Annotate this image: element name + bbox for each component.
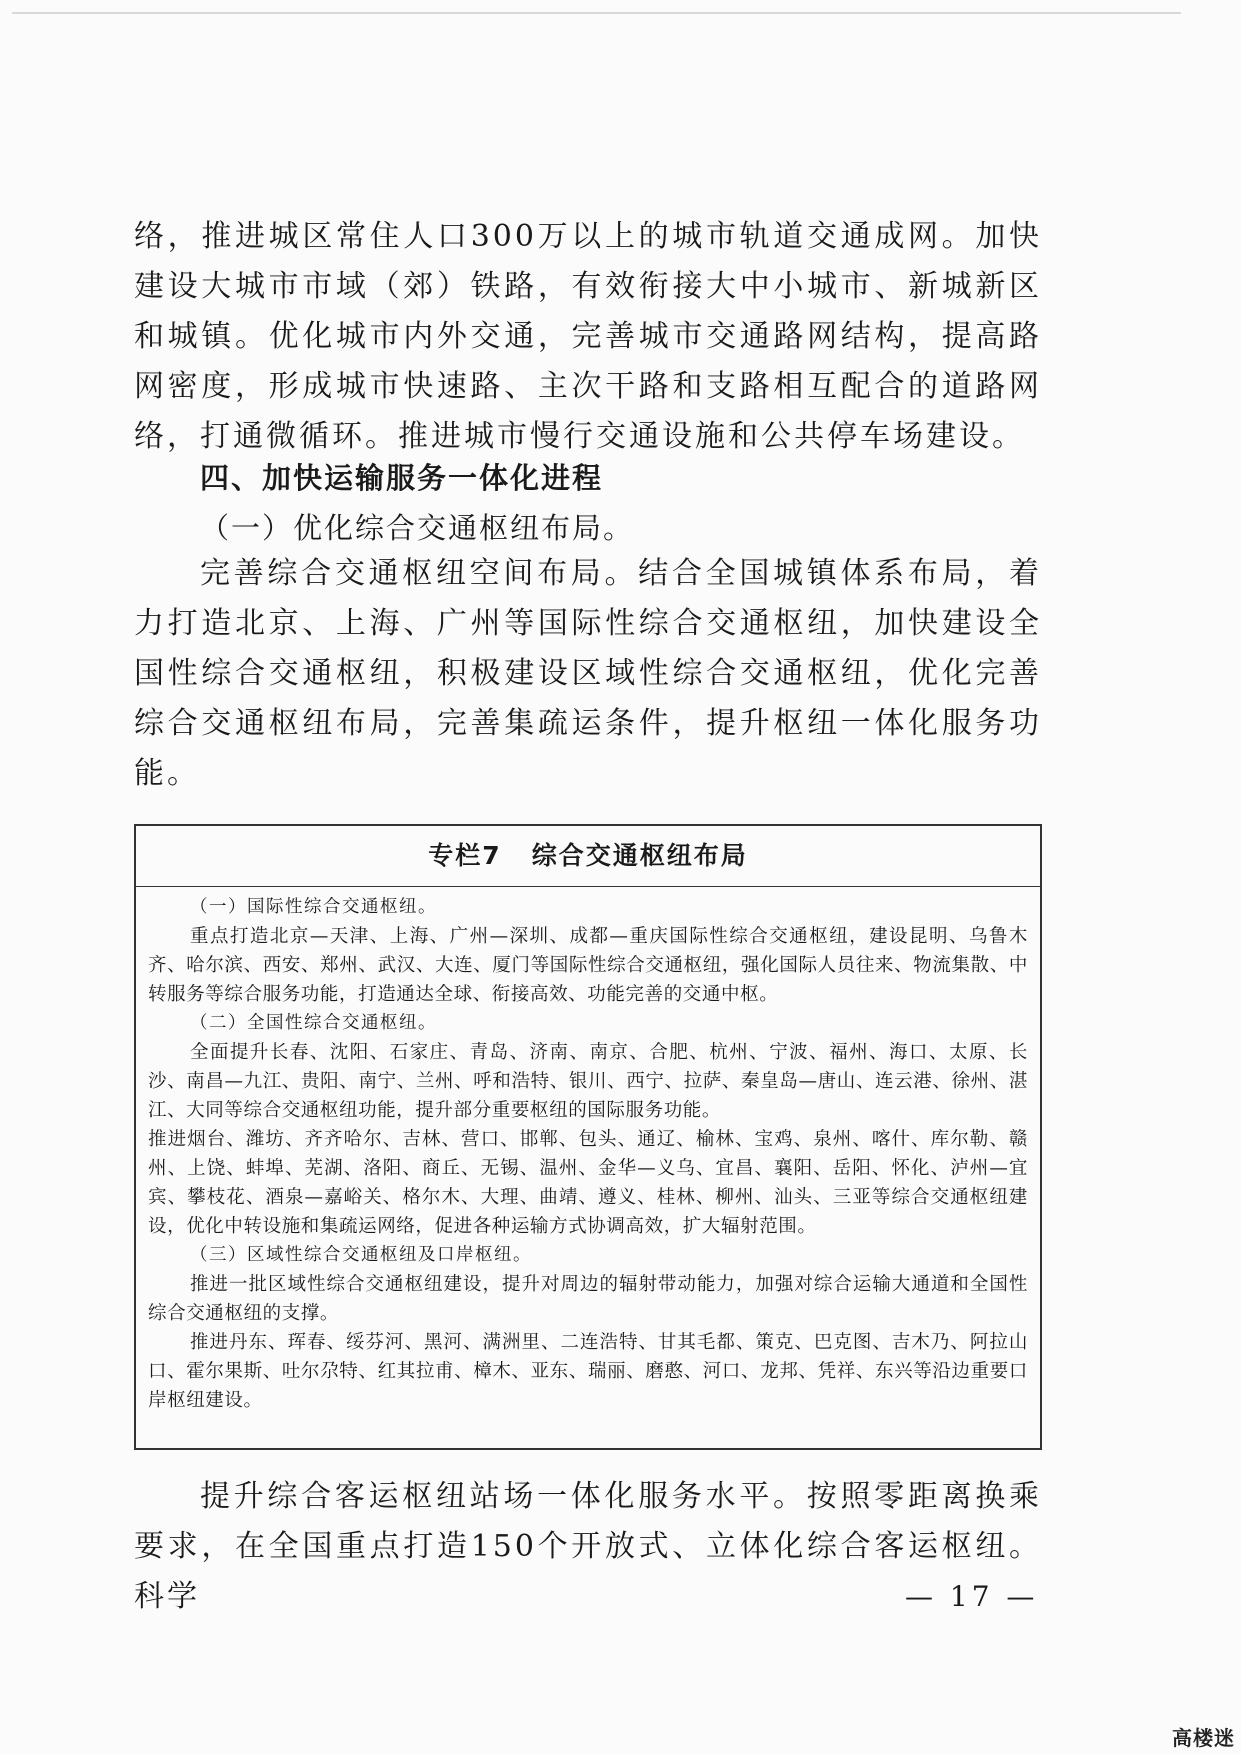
subsection-heading: （一）优化综合交通枢纽布局。 (200, 511, 635, 545)
box-text-regional-2: 推进丹东、珲春、绥芬河、黑河、满洲里、二连浩特、甘其毛都、策克、巴克图、吉木乃、阿拉山口、霍尔果斯、吐尔尕特、红其拉甫、樟木、亚东、瑞丽、磨憨、河口、龙邦、凭祥、东兴等沿边重要口岸枢纽建设。 (148, 1332, 1028, 1411)
box-title-prefix: 专栏7 (428, 841, 502, 870)
box-subheading-regional: （三）区域性综合交通枢纽及口岸枢纽。 (190, 1245, 532, 1265)
box-subheading-national: （二）全国性综合交通枢纽。 (190, 1013, 437, 1033)
body-paragraph-layout: 完善综合交通枢纽空间布局。结合全国城镇体系布局，着力打造北京、上海、广州等国际性综合交通枢纽，加快建设全国性综合交通枢纽，积极建设区域性综合交通枢纽，优化完善综合交通枢纽布局，完善集疏运条件，提升枢纽一体化服务功能。 (134, 556, 1042, 791)
scan-edge-line (12, 12, 1181, 14)
box-text-national-1: 全面提升长春、沈阳、石家庄、青岛、济南、南京、合肥、杭州、宁波、福州、海口、太原、长沙、南昌—九江、贵阳、南宁、兰州、呼和浩特、银川、西宁、拉萨、秦皇岛—唐山、连云港、徐州、湛江、大同等综合交通枢纽功能，提升部分重要枢纽的国际服务功能。 (148, 1042, 1028, 1121)
box-body (136, 887, 1040, 1415)
box-subheading-international: （一）国际性综合交通枢纽。 (190, 897, 437, 917)
page-number: — 17 — (905, 1580, 1039, 1613)
box-text-international: 重点打造北京—天津、上海、广州—深圳、成都—重庆国际性综合交通枢纽，建设昆明、乌鲁木齐、哈尔滨、西安、郑州、武汉、大连、厦门等国际性综合交通枢纽，强化国际人员往来、物流集散、中转服务等综合服务功能，打造通达全球、衔接高效、功能完善的交通中枢。 (148, 926, 1028, 1005)
box-text-national-2: 推进烟台、潍坊、齐齐哈尔、吉林、营口、邯郸、包头、通辽、榆林、宝鸡、泉州、喀什、库尔勒、赣州、上饶、蚌埠、芜湖、洛阳、商丘、无锡、温州、金华—义乌、宜昌、襄阳、岳阳、怀化、泸州—宜宾、攀枝花、酒泉—嘉峪关、格尔木、大理、曲靖、遵义、桂林、柳州、汕头、三亚等综合交通枢纽建设，优化中转设施和集疏运网络，促进各种运输方式协调高效，扩大辐射范围。 (148, 1129, 1028, 1237)
box-title-text: 综合交通枢纽布局 (531, 841, 748, 870)
body-paragraph-top: 络，推进城区常住人口300万以上的城市轨道交通成网。加快建设大城市市域（郊）铁路，有效衔接大中小城市、新城新区和城镇。优化城市内外交通，完善城市交通路网结构，提高路网密度，形成城市快速路、主次干路和支路相互配合的道路网络，打通微循环。推进城市慢行交通设施和公共停车场建设。 (134, 219, 1042, 454)
box-text-regional-1: 推进一批区域性综合交通枢纽建设，提升对周边的辐射带动能力，加强对综合运输大通道和全国性综合交通枢纽的支撑。 (148, 1274, 1028, 1324)
watermark-logo: 高楼迷 (1172, 1726, 1235, 1750)
sidebar-box-column7 (134, 824, 1042, 1450)
section-heading: 四、加快运输服务一体化进程 (200, 461, 604, 495)
body-paragraph-bottom: 提升综合客运枢纽站场一体化服务水平。按照零距离换乘要求，在全国重点打造150个开放式、立体化综合客运枢纽。科学 (134, 1479, 1042, 1614)
box-title (136, 826, 1040, 887)
